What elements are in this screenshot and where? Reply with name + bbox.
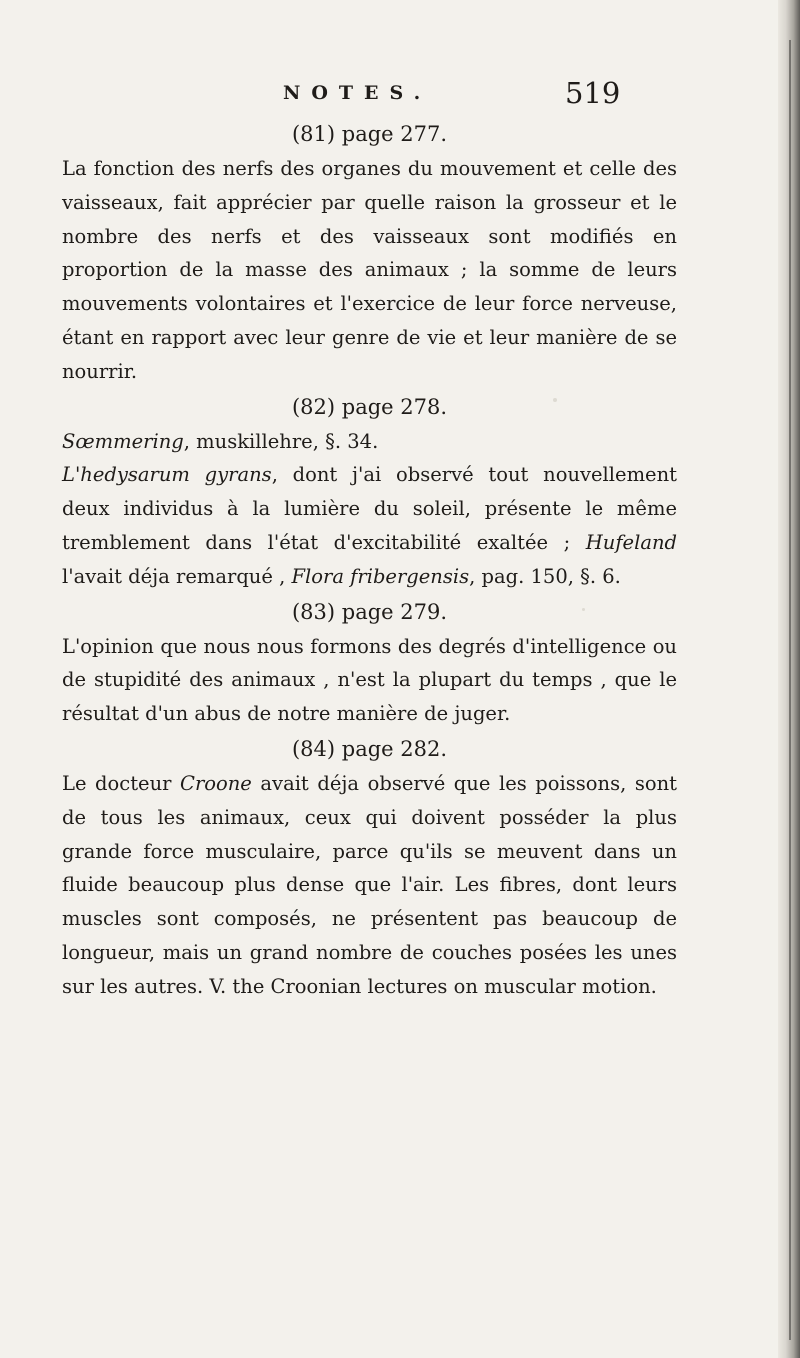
text-run: avait déja observé que les poissons, sont de tous les animaux, ceux qui doivent posséder la plus grande force musculaire, parce qu'ils se meuvent dans un fluide beaucoup plus dense que l'air. Les fibres, dont leurs muscles sont composés, ne présentent pas beaucoup de longueur, mais un grand nombre de couches posées les unes sur les autres. V. the Croonian lectures on muscular motion. bbox=[62, 771, 677, 998]
paper-speck bbox=[553, 398, 557, 402]
text-run: Le docteur bbox=[62, 771, 181, 795]
text-run: l'avait déja remarqué , bbox=[62, 564, 292, 588]
italic-text: Hufeland bbox=[585, 530, 677, 554]
note-paragraph bbox=[62, 425, 677, 459]
note-paragraph bbox=[62, 767, 677, 1004]
note-paragraph bbox=[62, 152, 677, 389]
text-run: , muskillehre, §. 34. bbox=[183, 429, 379, 453]
binding-edge bbox=[789, 40, 791, 1340]
italic-text: Sœmmering bbox=[62, 429, 184, 453]
paper-speck bbox=[582, 608, 585, 611]
note-heading: (83) page 279. bbox=[291, 599, 448, 624]
text-run: , dont j'ai observé tout nouvellement deux individus à la lumière du soleil, présente le même tremblement dans l'état d'excitabilité exaltée ; bbox=[62, 463, 677, 554]
italic-text: Croone bbox=[180, 771, 252, 795]
text-run: L'opinion que nous nous formons des degrés d'intelligence ou de stupidité des animaux , n'est la plupart du temps , que le résultat d'un abus de notre manière de juger. bbox=[62, 634, 677, 726]
note-paragraph bbox=[62, 630, 677, 731]
text-run: , pag. 150, §. 6. bbox=[469, 564, 621, 588]
note-paragraph bbox=[62, 458, 677, 593]
note-heading: (84) page 282. bbox=[291, 736, 448, 761]
running-header bbox=[0, 74, 800, 114]
notes-body bbox=[62, 116, 677, 1004]
page-number: 519 bbox=[565, 76, 621, 110]
text-run: La fonction des nerfs des organes du mouvement et celle des vaisseaux, fait apprécier par quelle raison la grosseur et le nombre des nerfs et des vaisseaux sont modifiés en proportion de la masse des animaux ; la somme de leurs mouvements volontaires et l'exercice de leur force nerveuse, étant en rapport avec leur genre de vie et leur manière de se nourrir. bbox=[62, 157, 677, 383]
note-heading: (81) page 277. bbox=[291, 122, 448, 146]
italic-text: L'hedysarum gyrans bbox=[62, 463, 272, 487]
header-title: NOTES. bbox=[283, 82, 432, 104]
note-heading: (82) page 278. bbox=[291, 394, 448, 419]
italic-text: Flora fribergensis bbox=[291, 564, 470, 588]
